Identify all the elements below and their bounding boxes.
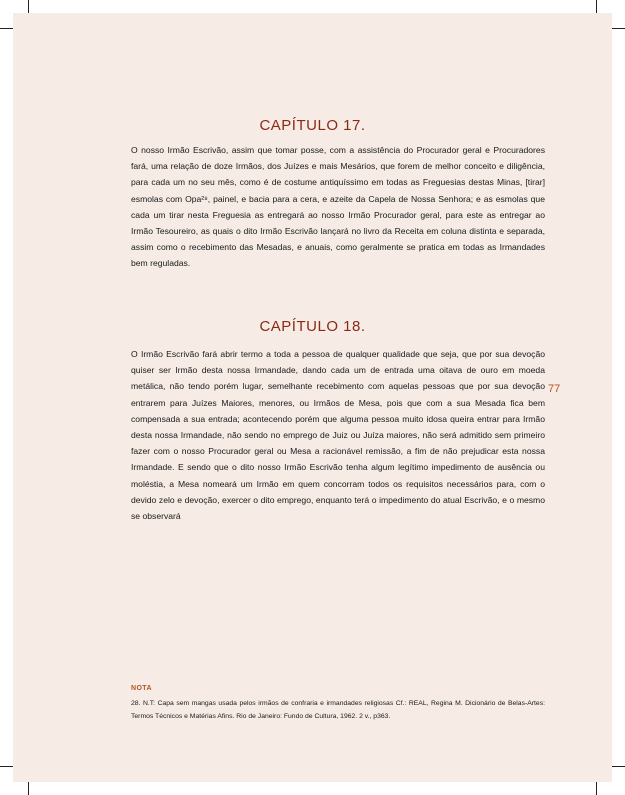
crop-mark [28,0,29,14]
chapter-18-title: CAPÍTULO 18. [259,318,366,335]
chapter-17-text: O nosso Irmão Escrivão, assim que tomar posse, com a assistência do Procurador geral e Procuradores fará, uma relação de doze Irmãos, dos Juízes e mais Mesários, que forem de melhor conceito e diligência, para cada um no seu mês, como é de costume antiquíssimo em todas as Freguesias destas Minas, [tirar] esmolas com Opa²⁸, painel, e bacia para a cera, e azeite da Capela de Nossa Senhora; e as esmolas que cada um tirar nesta Freguesia as entregará ao nosso Irmão Procurador geral, para este as entregar ao Irmão Tesoureiro, as quais o dito Irmão Escrivão lançará no livro da Receita em coluna distinta e separada, assim como o recebimento das Mesadas, e anuais, como geralmente se pratica em todas as Irmandades bem reguladas. [131,145,545,269]
note-text: 28. N.T: Capa sem mangas usada pelos irmãos de confraria e irmandades religiosas Cf.: REAL, Regina M. Dicionário de Belas-Artes: Termos Técnicos e Matérias Afins. Rio de Janeiro: Fundo de Cultura, 1962. 2 v., p363. [131,700,545,720]
book-page [13,13,612,782]
crop-mark [28,781,29,795]
crop-mark [596,0,597,14]
chapter-18-text: O Irmão Escrivão fará abrir termo a toda a pessoa de qualquer qualidade que seja, que por sua devoção quiser ser Irmão desta nossa Irmandade, dando cada um de entrada uma oitava de ouro em moeda metálica, não tendo porém lugar, semelhante recebimento com aquelas pessoas que por sua devoção entrarem para Juízes Maiores, menores, ou Irmãos de Mesa, pois que com a sua Mesada fica bem compensada a sua entrada; acontecendo porém que alguma pessoa muito idosa queira entrar para Irmão desta nossa Irmandade, não sendo no emprego de Juiz ou Juíza maiores, não será admitido sem primeiro fazer com o nosso Procurador geral ou Mesa a racionável remissão, a fim de não prejudicar esta nossa Irmandade. E sendo que o dito nosso Irmão Escrivão tenha algum legítimo impedimento de ausência ou moléstia, a Mesa nomeará um Irmão em quem concorram todos os requisitos necessários para, com o devido zelo e devoção, exercer o dito emprego, enquanto terá o impedimento do atual Escrivão, e o mesmo se observará [131,349,545,522]
page-number: 77 [548,383,561,395]
crop-mark [0,766,14,767]
note-label: NOTA [131,685,152,692]
crop-mark [0,28,14,29]
chapter-17-title: CAPÍTULO 17. [259,117,366,134]
crop-mark [611,28,625,29]
crop-mark [611,766,625,767]
crop-mark [596,781,597,795]
